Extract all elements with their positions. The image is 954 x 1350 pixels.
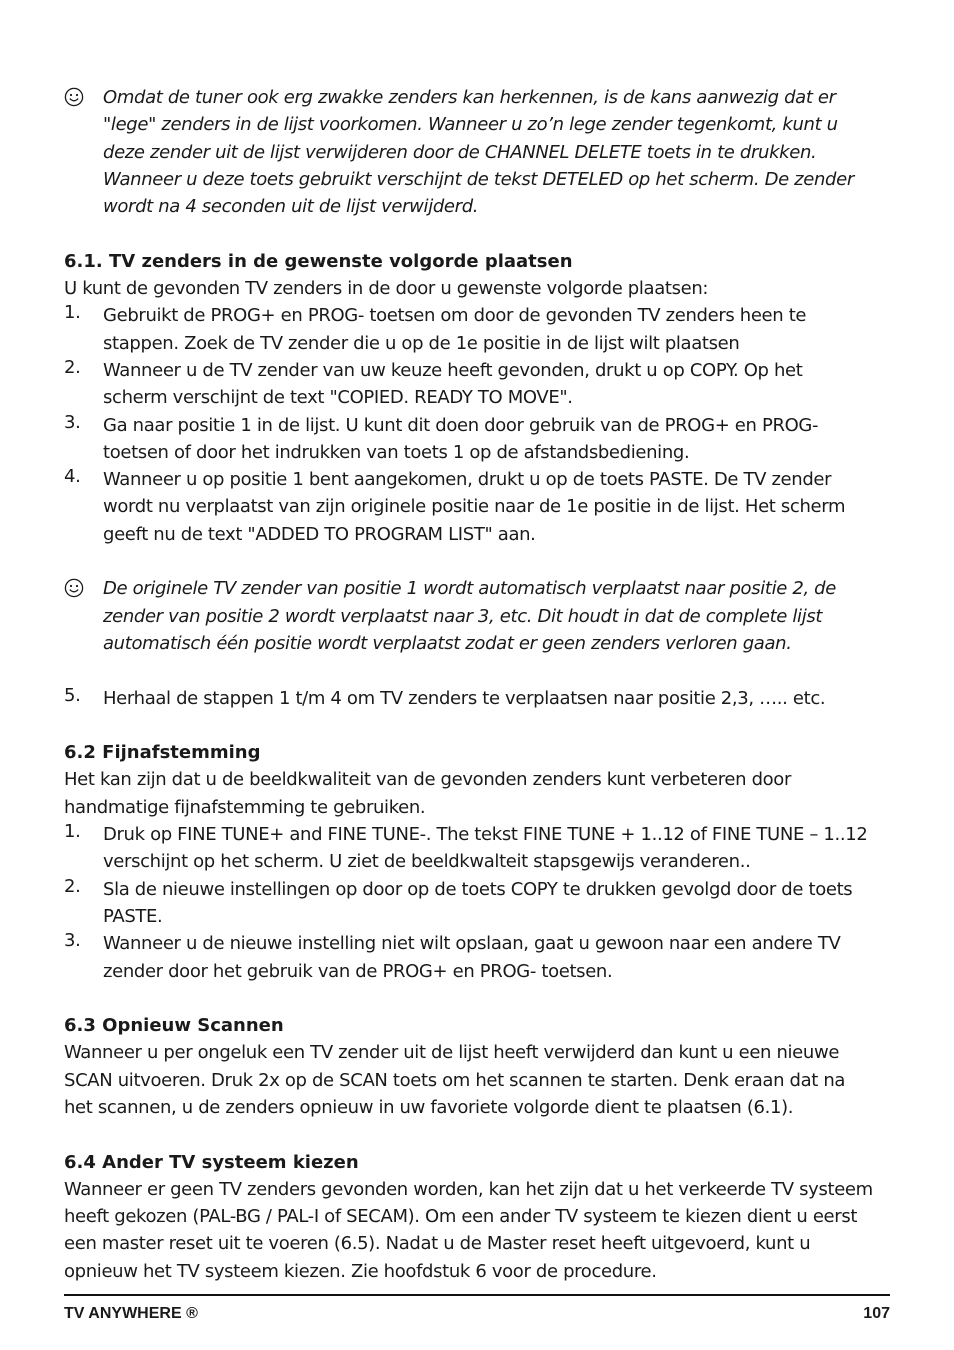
section-heading-6-4: 6.4 Ander TV systeem kiezen (64, 1151, 359, 1173)
paragraph-line: het scannen, u de zenders opnieuw in uw favoriete volgorde dient te plaatsen (6.1). (64, 1096, 794, 1118)
note-tip-2 (64, 575, 890, 657)
list-number: 2. (64, 875, 81, 897)
section-heading-6-1: 6.1. TV zenders in de gewenste volgorde plaatsen (64, 250, 573, 272)
note-line: "lege" zenders in de lijst voorkomen. Wanneer u zo’n lege zender tegenkomt, kunt u (103, 114, 838, 136)
list-number: 2. (64, 356, 81, 378)
paragraph-line: Wanneer u per ongeluk een TV zender uit de lijst heeft verwijderd dan kunt u een nieuwe (64, 1042, 840, 1064)
list-text: Druk op FINE TUNE+ and FINE TUNE-. The tekst FINE TUNE + 1..12 of FINE TUNE – 1..12 (103, 824, 868, 846)
list-item (64, 685, 890, 712)
smiley-icon (64, 578, 84, 603)
list-item (64, 302, 890, 357)
list-item (64, 412, 890, 467)
paragraph-line: Wanneer er geen TV zenders gevonden worden, kan het zijn dat u het verkeerde TV systeem (64, 1178, 873, 1200)
paragraph-line: een master reset uit te voeren (6.5). Nadat u de Master reset heeft uitgevoerd, kunt u (64, 1233, 811, 1255)
smiley-icon (64, 87, 84, 112)
section-heading-6-2: 6.2 Fijnafstemming (64, 742, 261, 764)
list-text: geeft nu de text "ADDED TO PROGRAM LIST" aan. (103, 523, 536, 545)
list-item (64, 876, 890, 931)
note-line: wordt na 4 seconden uit de lijst verwijderd. (103, 196, 479, 218)
page-footer (64, 1294, 890, 1323)
list-text: Ga naar positie 1 in de lijst. U kunt dit doen door gebruik van de PROG+ en PROG- (103, 414, 819, 436)
list-text: stappen. Zoek de TV zender die u op de 1e positie in de lijst wilt plaatsen (103, 332, 740, 354)
page-number: 107 (863, 1305, 890, 1322)
list-item (64, 357, 890, 412)
list-text: toetsen of door het indrukken van toets 1 op de afstandsbediening. (103, 441, 690, 463)
paragraph-line: heeft gekozen (PAL-BG / PAL-I of SECAM). Om een ander TV systeem te kiezen dient u eerst (64, 1206, 858, 1228)
list-item (64, 466, 890, 548)
list-text: PASTE. (103, 905, 163, 927)
list-number: 5. (64, 684, 81, 706)
list-text: scherm verschijnt de text "COPIED. READY TO MOVE". (103, 387, 573, 409)
page-content (64, 84, 890, 1285)
section-intro: handmatige fijnafstemming te gebruiken. (64, 796, 426, 818)
list-item (64, 821, 890, 876)
paragraph-line: SCAN uitvoeren. Druk 2x op de SCAN toets om het scannen te starten. Denk eraan dat na (64, 1069, 846, 1091)
footer-brand: TV ANYWHERE ® (64, 1305, 198, 1322)
list-number: 1. (64, 821, 81, 843)
note-line: Wanneer u deze toets gebruikt verschijnt de tekst DETELED op het scherm. De zender (103, 168, 854, 190)
list-text: Gebruikt de PROG+ en PROG- toetsen om door de gevonden TV zenders heen te (103, 305, 807, 327)
paragraph-line: opnieuw het TV systeem kiezen. Zie hoofdstuk 6 voor de procedure. (64, 1260, 657, 1282)
section-intro: U kunt de gevonden TV zenders in de door u gewenste volgorde plaatsen: (64, 278, 709, 300)
list-number: 1. (64, 302, 81, 324)
note-line: deze zender uit de lijst verwijderen door de CHANNEL DELETE toets in te drukken. (103, 141, 817, 163)
note-line: Omdat de tuner ook erg zwakke zenders kan herkennen, is de kans aanwezig dat er (103, 87, 836, 108)
list-text: Wanneer u de nieuwe instelling niet wilt opslaan, gaat u gewoon naar een andere TV (103, 933, 841, 955)
list-text: Sla de nieuwe instellingen op door op de toets COPY te drukken gevolgd door de toets (103, 878, 853, 900)
list-number: 3. (64, 411, 81, 433)
list-number: 3. (64, 930, 81, 952)
list-text: wordt nu verplaatst van zijn originele positie naar de 1e positie in de lijst. Het scherm (103, 496, 846, 518)
list-text: Wanneer u de TV zender van uw keuze heeft gevonden, drukt u op COPY. Op het (103, 359, 803, 381)
section-intro: Het kan zijn dat u de beeldkwaliteit van de gevonden zenders kunt verbeteren door (64, 769, 792, 791)
list-number: 4. (64, 466, 81, 488)
list-text: zender door het gebruik van de PROG+ en PROG- toetsen. (103, 960, 613, 982)
note-line: zender van positie 2 wordt verplaatst naar 3, etc. Dit houdt in dat de complete lijst (103, 605, 823, 627)
list-text: Wanneer u op positie 1 bent aangekomen, drukt u op de toets PASTE. De TV zender (103, 469, 832, 491)
note-tip-1 (64, 84, 890, 220)
section-heading-6-3: 6.3 Opnieuw Scannen (64, 1015, 284, 1037)
list-text: Herhaal de stappen 1 t/m 4 om TV zenders te verplaatsen naar positie 2,3, ….. etc. (103, 687, 826, 709)
list-item (64, 930, 890, 985)
list-text: verschijnt op het scherm. U ziet de beeldkwalteit stapsgewijs veranderen.. (103, 851, 751, 873)
note-line: De originele TV zender van positie 1 wordt automatisch verplaatst naar positie 2, de (103, 578, 836, 600)
note-line: automatisch één positie wordt verplaatst zodat er geen zenders verloren gaan. (103, 632, 792, 654)
